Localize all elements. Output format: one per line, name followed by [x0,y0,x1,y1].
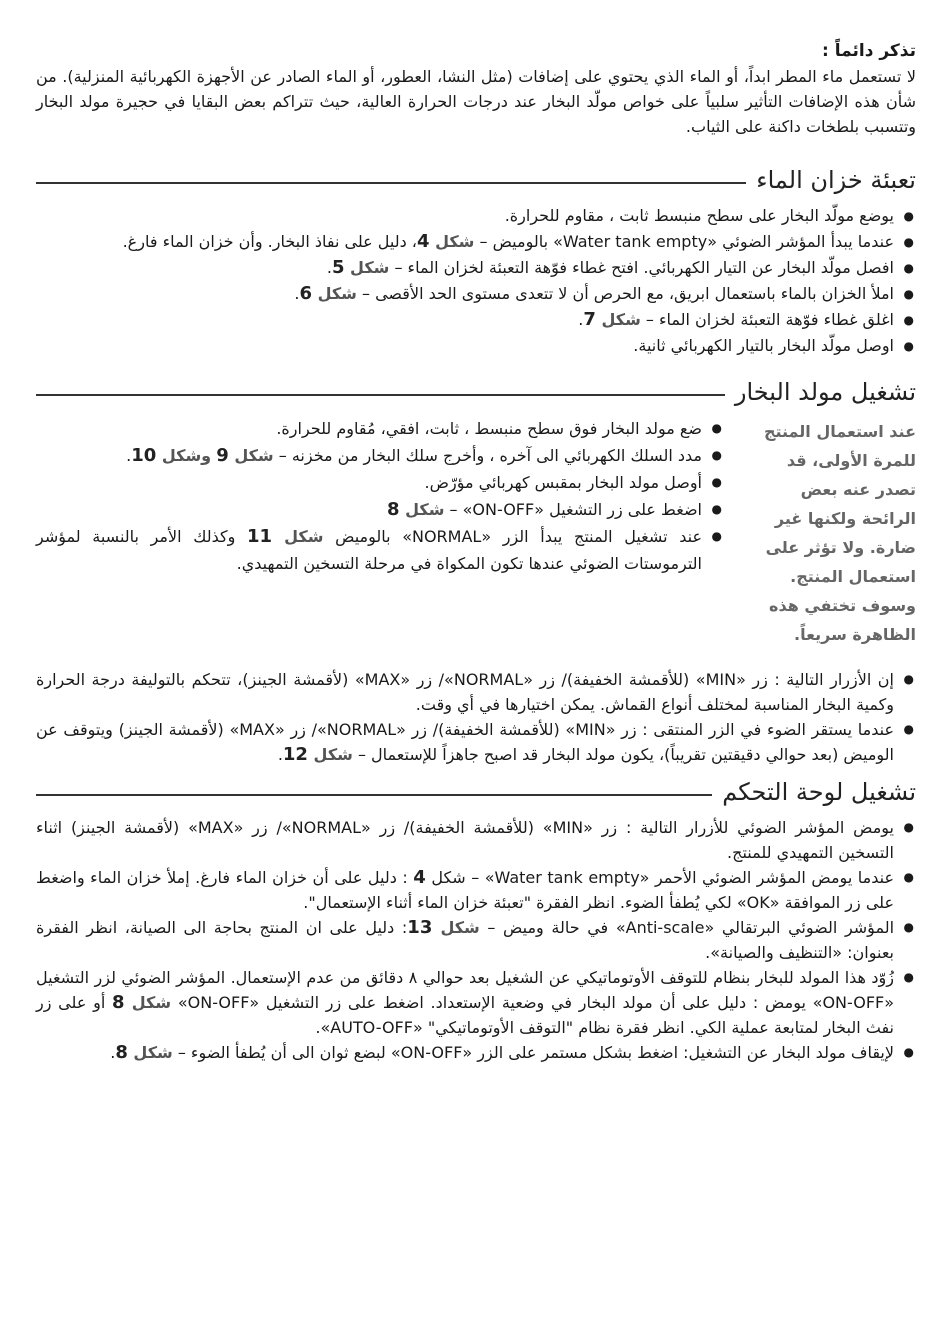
list-item: ● يومض المؤشر الضوئي للأزرار التالية : زر «MIN» (للأقمشة الخفيفة)/ زر «NORMAL»/ زر «MAX» (لأقمشة الجينز) اثناء التسخين التمهيدي للمنتج. [36,815,916,865]
section-heading-control-panel [36,777,916,807]
list-item: ● يوضع مولّد البخار على سطح منبسط ثابت ، مقاوم للحرارة. [36,203,916,229]
figure-ref: شكل 4 [416,231,475,252]
list-item: ● المؤشر الضوئي البرتقالي «Anti-scale» في حالة وميض – شكل 13: دليل على ان المنتج بحاجة الى الصيانة، انظر الفقرة بعنوان: «التنظيف والصيانة». [36,915,916,965]
figure-ref: شكل 6 [299,283,357,304]
section-heading-water-tank [36,165,916,195]
operation-steps [36,415,724,649]
section-title: تشغيل لوحة التحكم [722,778,916,806]
list-item: ● زُوّد هذا المولد للبخار بنظام للتوقف الأوتوماتيكي عن الشغيل بعد حوالي ٨ دقائق من عدم الإستعمال. المؤشر الضوئي لزر التشغيل «ON-OFF» يومض : دليل على أن مولد البخار في وضعية الإستعداد. اضغط على زر التشغيل «ON-OFF» شكل 8 أو على زر نفث البخار لمتابعة عملية الكي. انظر فقرة نظام "التوقف الأوتوماتيكي" «AUTO-OFF». [36,965,916,1040]
list-item: ● لإيقاف مولد البخار عن التشغيل: اضغط بشكل مستمر على الزر «ON-OFF» لبضع ثوان الى أن يُطفأ الضوء – شكل 8. [36,1040,916,1065]
figure-ref: شكل 9 [216,445,274,466]
section-divider [36,182,746,184]
water-tank-list [36,203,916,359]
section-title: تعبئة خزان الماء [756,166,916,194]
operation-list [36,415,724,577]
button-info-list [36,667,916,767]
operation-two-column [36,415,916,649]
figure-ref: 4 [413,867,426,888]
list-item: ● عندما يبدأ المؤشر الضوئي «Water tank empty» بالوميض – شكل 4، دليل على نفاذ البخار. وأن خزان الماء فارغ. [36,229,916,255]
section-heading-operation [36,377,916,407]
figure-ref: شكل 8 [387,499,445,520]
reminder-body: لا تستعمل ماء المطر ابداً، أو الماء الذي يحتوي على إضافات (مثل النشا، العطور، أو الماء الصادر عن الأجهزة الكهربائية المنزلية). من شأن هذه الإضافات التأثير سلبياً على خواص مولّد البخار عند درجات الحرارة العالية، حيث تتراكم بعض البقايا في حجيرة مولد البخار وتتسبب بلطخات داكنة على الثياب. [36,67,916,136]
figure-ref: شكل 7 [583,309,641,330]
section-divider [36,394,725,396]
figure-ref: شكل 12 [282,744,353,765]
list-item: ● عندما يومض المؤشر الضوئي الأحمر «Water tank empty» – شكل 4 : دليل على أن خزان الماء فارغ. إملأ خزان الماء واضغط على زر الموافقة «OK» لكي يُطفأ الضوء. انظر الفقرة "تعبئة خزان الماء أثناء الإستعمال". [36,865,916,915]
section-title: تشغيل مولد البخار [734,378,916,406]
list-item: ● افصل مولّد البخار عن التيار الكهربائي. افتح غطاء فوّهة التعبئة لخزان الماء – شكل 5. [36,255,916,281]
list-item: ● إن الأزرار التالية : زر «MIN» (للأقمشة الخفيفة)/ زر «NORMAL»/ زر «MAX» (لأقمشة الجينز)، تتحكم بالتوليفة درجة الحرارة وكمية البخار المناسبة لمختلف أنواع القماش. يمكن اختيارها في أي وقت. [36,667,916,717]
reminder-title: تذكر دائماً : [821,41,916,61]
list-item: ● اوصل مولّد البخار بالتيار الكهربائي ثانية. [36,333,916,359]
figure-ref: شكل 11 [246,526,324,547]
first-use-note: عند استعمال المنتج للمرة الأولى، قد تصدر عنه بعض الرائحة ولكنها غير ضارة. ولا تؤثر على استعمال المنتج. وسوف تختفي هذه الظاهرة سريعاً. [763,422,916,644]
list-item: ● املأ الخزان بالماء باستعمال ابريق، مع الحرص أن لا تتعدى مستوى الحد الأقصى – شكل 6. [36,281,916,307]
control-panel-list [36,815,916,1065]
list-item: ● اغلق غطاء فوّهة التعبئة لخزان الماء – شكل 7. [36,307,916,333]
list-item: ● مدد السلك الكهربائي الى آخره ، وأخرج سلك البخار من مخزنه – شكل 9 وشكل 10. [36,442,724,469]
figure-ref: شكل 8 [115,1042,173,1063]
list-item: ● عند تشغيل المنتج يبدأ الزر «NORMAL» بالوميض شكل 11 وكذلك الأمر بالنسبة لمؤشر الترموستات الضوئي عندها تكون المكواة في مرحلة التسخين التمهيدي. [36,523,724,577]
list-item: ● أوصل مولد البخار بمقبس كهربائي مؤرّض. [36,469,724,496]
reminder-block [36,38,916,139]
figure-ref: وشكل 10 [131,445,212,466]
section-divider [36,794,712,796]
list-item: ● عندما يستقر الضوء في الزر المنتقى : زر «MIN» (للأقمشة الخفيفة)/ زر «NORMAL»/ زر «MAX» (لأقمشة الجينز) ويتوقف عن الوميض (بعد حوالي دقيقتين تقريباً)، يكون مولد البخار قد اصبح جاهزاً للإستعمال – شكل 12. [36,717,916,767]
figure-ref: شكل 8 [112,992,172,1013]
list-item: ● ضع مولد البخار فوق سطح منبسط ، ثابت، افقي، مُقاوم للحرارة. [36,415,724,442]
figure-ref: شكل 5 [331,257,390,278]
manual-page [36,38,916,1065]
list-item: ● اضغط على زر التشغيل «ON-OFF» – شكل 8 [36,496,724,523]
figure-ref: شكل 13 [407,917,480,938]
